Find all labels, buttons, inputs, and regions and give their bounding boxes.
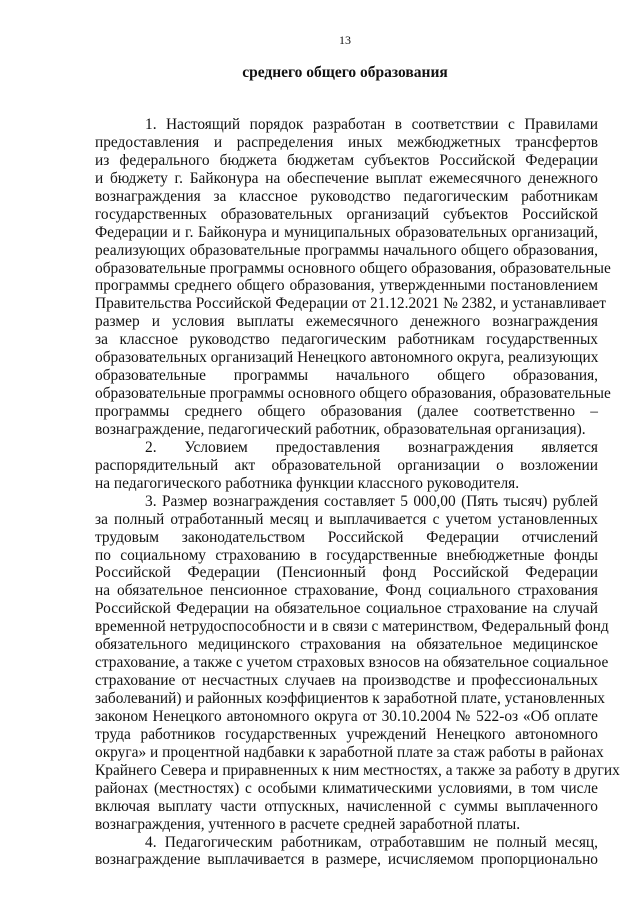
text-line: вознаграждение, педагогический работник, образовательная организация). xyxy=(95,420,586,438)
text-line: реализующих образовательные программы начального общего образования, xyxy=(95,241,598,259)
text-line: образовательные программы основного общего образования, образовательные xyxy=(95,385,611,403)
text-line: страхование от несчастных случаев на производстве и профессиональных xyxy=(95,672,598,690)
text-line: заболеваний) и районных коэффициентов к заработной плате, установленных xyxy=(95,690,605,707)
text-line: из федерального бюджета бюджетам субъектов Российской Федерации xyxy=(95,151,598,169)
text-line: образовательные программы начального общего образования, xyxy=(95,367,598,385)
text-line: предоставления и распределения иных межбюджетных трансфертов xyxy=(95,133,598,151)
text-line: распорядительный акт образовательной организации о возложении xyxy=(95,456,598,474)
paragraph-1 xyxy=(95,116,611,439)
text-line: вознаграждения за классное руководство педагогическим работникам xyxy=(95,187,598,205)
paragraph-3 xyxy=(95,492,620,834)
text-line: Российской Федерации на обязательное социальное страхование на случай xyxy=(95,600,598,618)
text-line: 4. Педагогическим работникам, отработавшим не полный месяц, xyxy=(145,833,598,851)
text-line: трудовым законодательством Российской Федерации отчислений xyxy=(95,528,598,546)
text-line: округа» и процентной надбавки к заработной плате за стаж работы в районах xyxy=(95,743,604,761)
section-heading: среднего общего образования xyxy=(242,64,448,81)
text-line: образовательных организаций Ненецкого автономного округа, реализующих xyxy=(95,349,599,367)
text-line: страхование, а также с учетом страховых взносов на обязательное социальное xyxy=(95,654,609,672)
text-line: 3. Размер вознаграждения составляет 5 000,00 (Пять тысяч) рублей xyxy=(145,492,598,510)
text-line: на обязательное пенсионное страхование, Фонд социального страхования xyxy=(95,582,598,600)
text-line: по социальному страхованию в государственные внебюджетные фонды xyxy=(95,546,598,564)
text-line: Правительства Российской Федерации от 21.12.2021 № 2382, и устанавливает xyxy=(95,295,606,313)
paragraph-4 xyxy=(95,834,598,870)
text-line: программы среднего общего образования (далее соответственно – xyxy=(95,403,598,420)
text-line: 2. Условием предоставления вознаграждения является xyxy=(145,438,598,456)
paragraph-2 xyxy=(95,439,598,493)
text-line: Российской Федерации (Пенсионный фонд Российской Федерации xyxy=(95,564,598,582)
text-line: 1. Настоящий порядок разработан в соответствии с Правилами xyxy=(145,116,598,133)
text-line: вознаграждения, учтенного в расчете средней заработной платы. xyxy=(95,815,521,833)
text-line: вознаграждение выплачивается в размере, исчисляемом пропорционально xyxy=(95,851,598,869)
text-line: программы среднего общего образования, утвержденными постановлением xyxy=(95,277,598,295)
text-line: и бюджету г. Байконура на обеспечение выплат ежемесячного денежного xyxy=(95,169,598,187)
text-line: Федерации и г. Байконура и муниципальных образовательных организаций, xyxy=(95,223,598,241)
text-line: обязательного медицинского страхования на обязательное медицинское xyxy=(95,636,598,654)
text-line: районах (местностях) с особыми климатическими условиями, в том числе xyxy=(95,779,598,797)
text-line: государственных образовательных организаций субъектов Российской xyxy=(95,205,598,223)
text-line: за классное руководство педагогическим работникам государственных xyxy=(95,331,598,349)
text-line: включая выплату части отпускных, начисленной с суммы выплаченного xyxy=(95,797,598,815)
text-line: Крайнего Севера и приравненных к ним местностях, а также за работу в других xyxy=(95,761,620,779)
text-line: временной нетрудоспособности и в связи с материнством, Федеральный фонд xyxy=(95,618,609,636)
page-number: 13 xyxy=(339,33,351,47)
text-line: законом Ненецкого автономного округа от 30.10.2004 № 522-оз «Об оплате xyxy=(95,707,598,725)
text-line: труда работников государственных учреждений Ненецкого автономного xyxy=(95,725,598,743)
document-body xyxy=(95,116,620,869)
text-line: на педагогического работника функции классного руководителя. xyxy=(95,474,520,492)
text-line: образовательные программы основного общего образования, образовательные xyxy=(95,259,611,277)
text-line: размер и условия выплаты ежемесячного денежного вознаграждения xyxy=(95,313,598,331)
text-line: за полный отработанный месяц и выплачивается с учетом установленных xyxy=(95,510,598,528)
